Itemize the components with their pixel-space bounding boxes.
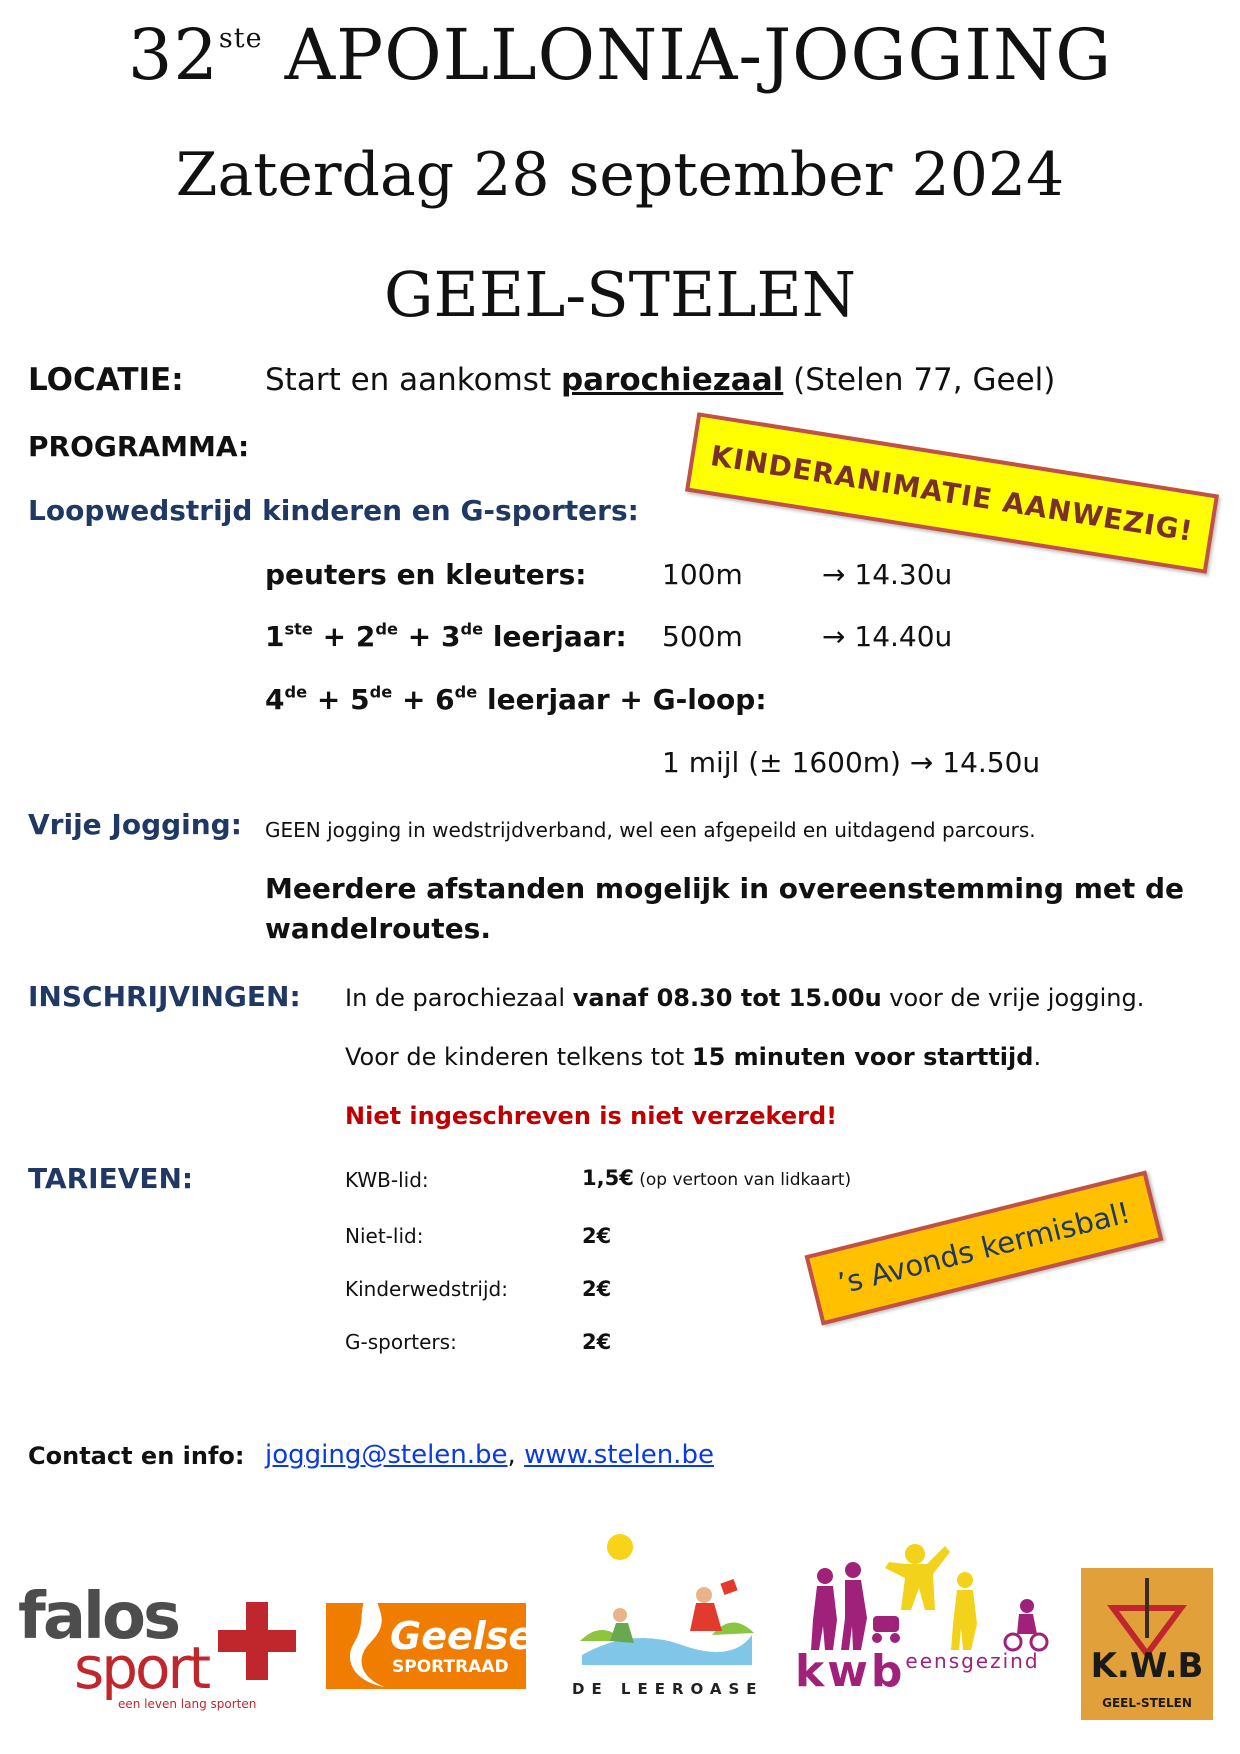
event-title [0,14,1240,96]
race-group-toddlers: peuters en kleuters: [265,558,587,591]
contact-links: jogging@stelen.be, www.stelen.be [265,1440,714,1470]
fees-label: TARIEVEN: [28,1162,194,1195]
location-venue: parochiezaal [560,362,784,398]
geelse-word: Geelse [390,1614,535,1658]
race-distance-grade1-3: 500m [662,620,743,653]
fee-kwb-value [582,1166,851,1190]
free-jogging-label: Vrije Jogging: [28,808,242,841]
location-label: LOCATIE: [28,362,184,398]
kwb-eensgezind-logo [795,1540,1055,1700]
contact-email-link[interactable]: jogging@stelen.be [265,1440,508,1470]
falos-sport-logo [18,1580,288,1715]
race-group-grade1-3: 1ste + 2de + 3de leerjaar: [265,619,627,653]
sportraad-word: SPORTRAAD [392,1657,509,1677]
program-label: PROGRAMMA: [28,430,250,463]
fee-kwb-label: KWB-lid: [345,1168,429,1192]
leeroase-text: DE LEEROASE [572,1680,764,1698]
falos-word: falos [18,1580,179,1654]
edition-suffix: ste [218,23,263,54]
fee-kwb-note: (op vertoon van lidkaart) [633,1170,852,1190]
kwb-eensgezind-wordmark [795,1646,1040,1697]
kwb-word: kwb [795,1646,906,1697]
race-time-value: 14.50u [942,746,1041,779]
registration-line-1: In de parochiezaal vanaf 08.30 tot 15.00u voor de vrije jogging. [345,984,1145,1012]
fee-kids-price: 2€ [582,1277,612,1301]
arrow-icon: → [822,558,846,591]
arrow-icon: → [909,746,934,779]
fee-gsport-label: G-sporters: [345,1330,457,1354]
race-distance-toddlers: 100m [662,558,743,591]
registration-label: INSCHRIJVINGEN: [28,980,301,1013]
fee-kids-label: Kinderwedstrijd: [345,1277,508,1301]
contact-website-link[interactable]: www.stelen.be [524,1440,714,1470]
location-prefix: Start en aankomst [265,362,561,398]
falos-tagline: een leven lang sporten [118,1697,257,1711]
free-jogging-distances-1: Meerdere afstanden mogelijk in overeenstemming met de [265,872,1185,905]
race-time-grade1-3 [822,620,952,653]
fee-nonmember-price: 2€ [582,1224,612,1248]
kwb-geel-stelen-logo [1081,1568,1213,1720]
fee-gsport-price: 2€ [582,1330,612,1354]
geelse-sportraad-logo [326,1573,535,1688]
edition-number: 32 [127,14,219,96]
leeroase-logo [572,1515,762,1705]
kwb-badge-text: K.W.B [1090,1646,1204,1686]
race-time-toddlers [822,558,952,591]
event-name: APOLLONIA-JOGGING [284,14,1113,96]
family-silhouettes-icon [795,1540,1055,1652]
location-suffix: (Stelen 77, Geel) [783,362,1056,398]
evening-fair-sticker: ’s Avonds kermisbal! [805,1170,1164,1325]
leeroase-illustration [572,1515,762,1675]
race-distance-mile: 1 mijl (± 1600m) [662,746,901,779]
fee-nonmember-label: Niet-lid: [345,1224,424,1248]
sport-word: sport [74,1634,209,1702]
race-time-value: 14.30u [854,558,953,591]
fee-kwb-price: 1,5€ [582,1166,634,1190]
arrow-icon: → [822,620,846,653]
kids-heading: Loopwedstrijd kinderen en G-sporters: [28,494,639,527]
free-jogging-distances-2: wandelroutes. [265,912,491,945]
registration-warning: Niet ingeschreven is niet verzekerd! [345,1102,838,1130]
kids-animation-sticker: KINDERANIMATIE AANWEZIG! [685,412,1219,574]
free-jogging-note: GEEN jogging in wedstrijdverband, wel een afgepeild en uitdagend parcours. [265,818,1036,842]
registration-line-2: Voor de kinderen telkens tot 15 minuten voor starttijd. [345,1043,1042,1071]
eensgezind-word: eensgezind [905,1649,1040,1673]
event-date: Zaterdag 28 september 2024 [175,140,1065,210]
plus-icon-bar-v [246,1602,268,1680]
event-place: GEEL-STELEN [384,258,856,331]
race-time-value: 14.40u [854,620,953,653]
contact-label: Contact en info: [28,1442,245,1470]
race-group-grade4-6: 4de + 5de + 6de leerjaar + G-loop: [265,682,767,716]
kwb-badge-sub: GEEL-STELEN [1102,1696,1192,1710]
location-text [265,362,1055,398]
race-mile-line [662,746,1040,779]
